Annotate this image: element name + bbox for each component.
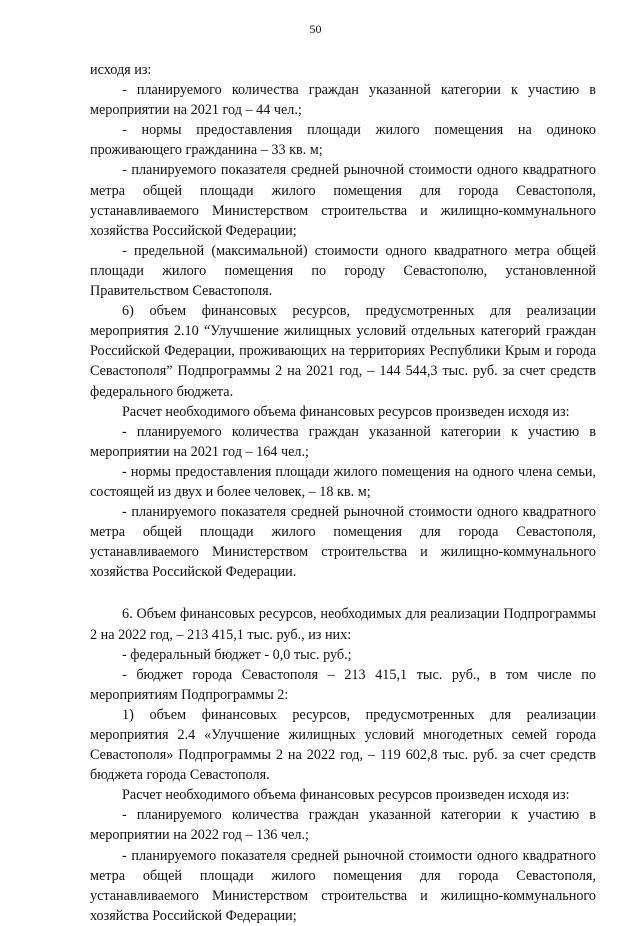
- paragraph: Расчет необходимого объема финансовых ресурсов произведен исходя из:: [122, 787, 570, 804]
- document-body: [90, 60, 596, 926]
- paragraph: - планируемого показателя средней рыночной стоимости одного квадратного метра общей площади жилого помещения для города Севастополя, устанавливаемого Министерством строительства и жилищно-коммунального хозяйства Российской Федерации;: [90, 847, 596, 924]
- paragraph: 1) объем финансовых ресурсов, предусмотренных для реализации мероприятия 2.4 «Улучшение жилищных условий многодетных семей города Севастополя» Подпрограммы 2 на 2022 год, – 119 602,8 тыс. руб. за счет средств бюджета города Севастополя.: [90, 706, 596, 784]
- paragraph: исходя из:: [90, 62, 152, 78]
- paragraph: 6. Объем финансовых ресурсов, необходимых для реализации Подпрограммы 2 на 2022 год, – 213 415,1 тыс. руб., из них:: [90, 606, 596, 643]
- paragraph: - федеральный бюджет - 0,0 тыс. руб.;: [122, 646, 352, 663]
- paragraph: - планируемого количества граждан указанной категории к участию в мероприятии на 2021 год – 164 чел.;: [90, 423, 596, 460]
- paragraph: 6) объем финансовых ресурсов, предусмотренных для реализации мероприятия 2.10 “Улучшение жилищных условий отдельных категорий граждан Российской Федерации, проживающих на территориях Республики Крым и города Севастополя” Подпрограммы 2 на 2021 год, – 144 544,3 тыс. руб. за счет средств федерального бюджета.: [90, 303, 596, 400]
- paragraph: Расчет необходимого объема финансовых ресурсов произведен исходя из:: [122, 403, 570, 420]
- paragraph: - планируемого количества граждан указанной категории к участию в мероприятии на 2022 год – 136 чел.;: [90, 807, 596, 844]
- section-gap: [90, 582, 596, 604]
- paragraph: - нормы предоставления площади жилого помещения на одного члена семьи, состоящей из двух и более человек, – 18 кв. м;: [90, 463, 596, 500]
- paragraph: - планируемого количества граждан указанной категории к участию в мероприятии на 2021 год – 44 чел.;: [90, 82, 596, 119]
- page-number: 50: [309, 22, 322, 36]
- paragraph: - планируемого показателя средней рыночной стоимости одного квадратного метра общей площади жилого помещения для города Севастополя, устанавливаемого Министерством строительства и жилищно-коммунального хозяйства Российской Федерации.: [90, 504, 596, 581]
- paragraph: - предельной (максимальной) стоимости одного квадратного метра общей площади жилого помещения по городу Севастополю, установленной Правительством Севастополя.: [90, 242, 596, 300]
- paragraph: - бюджет города Севастополя – 213 415,1 тыс. руб., в том числе по мероприятиям Подпрограммы 2:: [90, 666, 596, 703]
- paragraph: - нормы предоставления площади жилого помещения на одиноко проживающего гражданина – 33 кв. м;: [90, 122, 596, 159]
- paragraph: - планируемого показателя средней рыночной стоимости одного квадратного метра общей площади жилого помещения для города Севастополя, устанавливаемого Министерством строительства и жилищно-коммунального хозяйства Российской Федерации;: [90, 162, 596, 239]
